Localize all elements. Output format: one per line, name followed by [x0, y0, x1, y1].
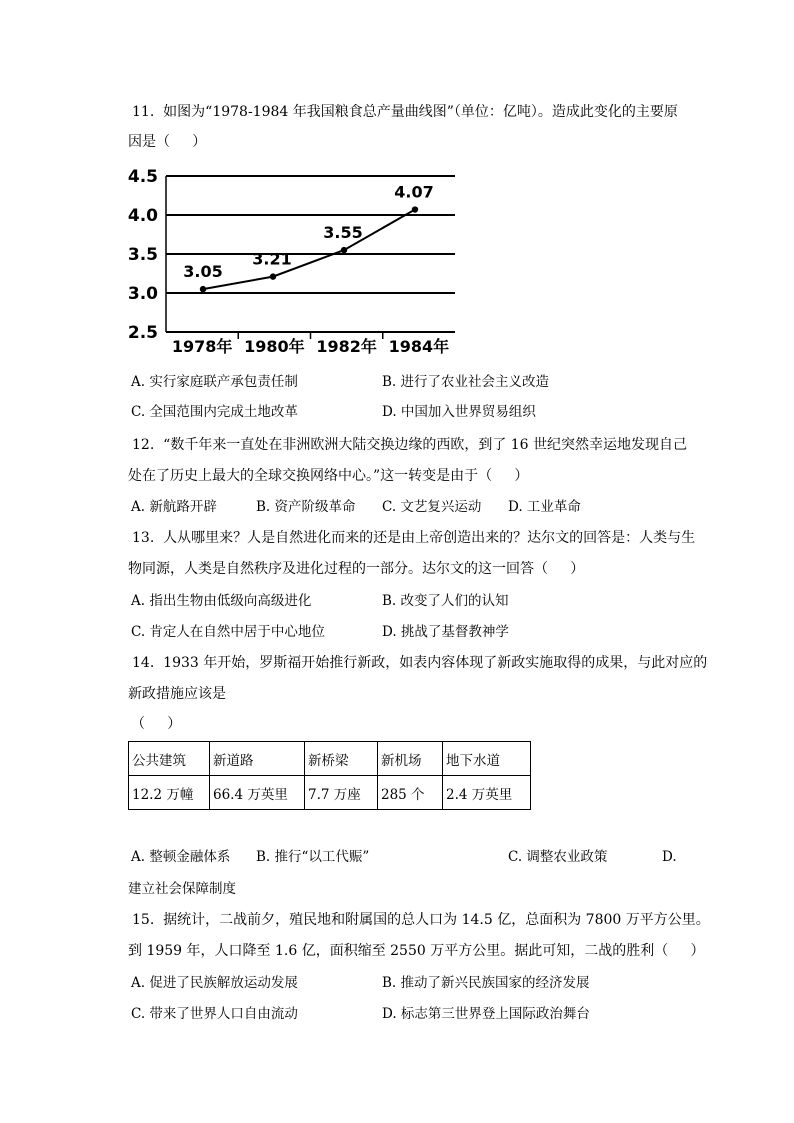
q14-stem-line3: （ ）	[131, 716, 182, 732]
q14-option-d[interactable]: D.	[662, 849, 677, 865]
q11-option-c[interactable]: C. 全国范围内完成土地改革	[131, 404, 298, 420]
y-tick-label: 3.5	[128, 245, 158, 265]
data-label: 3.21	[252, 249, 292, 269]
y-axis-tick-labels	[128, 167, 158, 343]
y-tick-label: 3.0	[128, 284, 158, 304]
q14-stem-line2: 新政措施应该是	[128, 686, 226, 702]
table-header-row	[129, 742, 531, 776]
table-header-cell: 公共建筑	[129, 742, 210, 776]
x-tick-label: 1982年	[316, 337, 377, 356]
table-cell: 285 个	[378, 776, 443, 810]
y-tick-label: 2.5	[128, 323, 158, 343]
q14-option-c[interactable]: C. 调整农业政策	[508, 849, 608, 865]
series-line	[203, 210, 415, 290]
q13-option-a[interactable]: A. 指出生物由低级向高级进化	[131, 593, 312, 609]
q11-stem-line2: 因是（ ）	[128, 134, 207, 150]
q15-option-a[interactable]: A. 促进了民族解放运动发展	[131, 975, 298, 991]
q12-option-a[interactable]: A. 新航路开辟	[131, 499, 217, 515]
data-point	[200, 286, 206, 292]
table-header-cell: 新机场	[378, 742, 443, 776]
q11-option-d[interactable]: D. 中国加入世界贸易组织	[382, 404, 536, 420]
q13-option-c[interactable]: C. 肯定人在自然中居于中心地位	[131, 624, 325, 640]
q12-stem-line1: 12. “数千年来一直处在非洲欧洲大陆交换边缘的西欧，到了 16 世纪突然幸运地发现自己	[132, 437, 688, 453]
table-header-cell: 新桥梁	[305, 742, 378, 776]
q12-stem-line2: 处在了历史上最大的全球交换网络中心。”这一转变是由于（ ）	[128, 468, 529, 484]
q15-stem-line2: 到 1959 年，人口降至 1.6 亿，面积缩至 2550 万平方公里。据此可知，二战的胜利（ ）	[128, 943, 705, 959]
q15-option-d[interactable]: D. 标志第三世界登上国际政治舞台	[382, 1006, 590, 1022]
table-cell: 2.4 万英里	[443, 776, 531, 810]
q13-stem-line2: 物同源，人类是自然秩序及进化过程的一部分。达尔文的这一回答（ ）	[128, 561, 585, 577]
data-point	[270, 273, 276, 279]
q12-option-b[interactable]: B. 资产阶级革命	[256, 499, 356, 515]
q12-option-d[interactable]: D. 工业革命	[508, 499, 581, 515]
q14-option-d-continued[interactable]: 建立社会保障制度	[128, 881, 236, 897]
q11-option-a[interactable]: A. 实行家庭联产承包责任制	[131, 374, 298, 390]
q15-option-b[interactable]: B. 推动了新兴民族国家的经济发展	[382, 975, 590, 991]
x-tick-label: 1980年	[244, 337, 305, 356]
data-label: 3.55	[323, 223, 363, 243]
table-row	[129, 776, 531, 810]
q14-option-b[interactable]: B. 推行“以工代赈”	[256, 849, 370, 865]
data-label: 3.05	[183, 262, 223, 282]
x-tick-label: 1984年	[388, 337, 450, 356]
data-point	[341, 247, 347, 253]
q13-option-d[interactable]: D. 挑战了基督教神学	[382, 624, 509, 640]
y-tick-label: 4.0	[128, 206, 158, 226]
table-cell: 7.7 万座	[305, 776, 378, 810]
table-cell: 12.2 万幢	[129, 776, 210, 810]
table-header-cell: 新道路	[210, 742, 305, 776]
q11-stem-line1: 11. 如图为“1978-1984 年我国粮食总产量曲线图”（单位：亿吨）。造成此变化的主要原	[132, 104, 678, 120]
q13-option-b[interactable]: B. 改变了人们的认知	[382, 593, 509, 609]
data-point	[412, 206, 418, 212]
data-label: 4.07	[394, 182, 434, 202]
q15-option-c[interactable]: C. 带来了世界人口自由流动	[131, 1006, 298, 1022]
q13-stem-line1: 13. 人从哪里来？人是自然进化而来的还是由上帝创造出来的？达尔文的回答是：人类与生	[132, 530, 696, 546]
x-axis-tick-labels	[172, 337, 449, 356]
grain-output-line-chart	[128, 166, 460, 358]
q14-stem-line1: 14. 1933 年开始，罗斯福开始推行新政，如表内容体现了新政实施取得的成果，与此对应的	[132, 655, 708, 671]
table-header-cell: 地下水道	[443, 742, 531, 776]
q15-stem-line1: 15. 据统计，二战前夕，殖民地和附属国的总人口为 14.5 亿，总面积为 7800 万平方公里。	[132, 912, 710, 928]
q12-option-c[interactable]: C. 文艺复兴运动	[382, 499, 482, 515]
q11-option-b[interactable]: B. 进行了农业社会主义改造	[382, 374, 550, 390]
table-cell: 66.4 万英里	[210, 776, 305, 810]
q14-option-a[interactable]: A. 整顿金融体系	[131, 849, 231, 865]
y-tick-label: 4.5	[128, 167, 158, 187]
chart-series	[183, 183, 433, 293]
new-deal-results-table	[128, 741, 531, 810]
x-tick-label: 1978年	[171, 337, 233, 356]
